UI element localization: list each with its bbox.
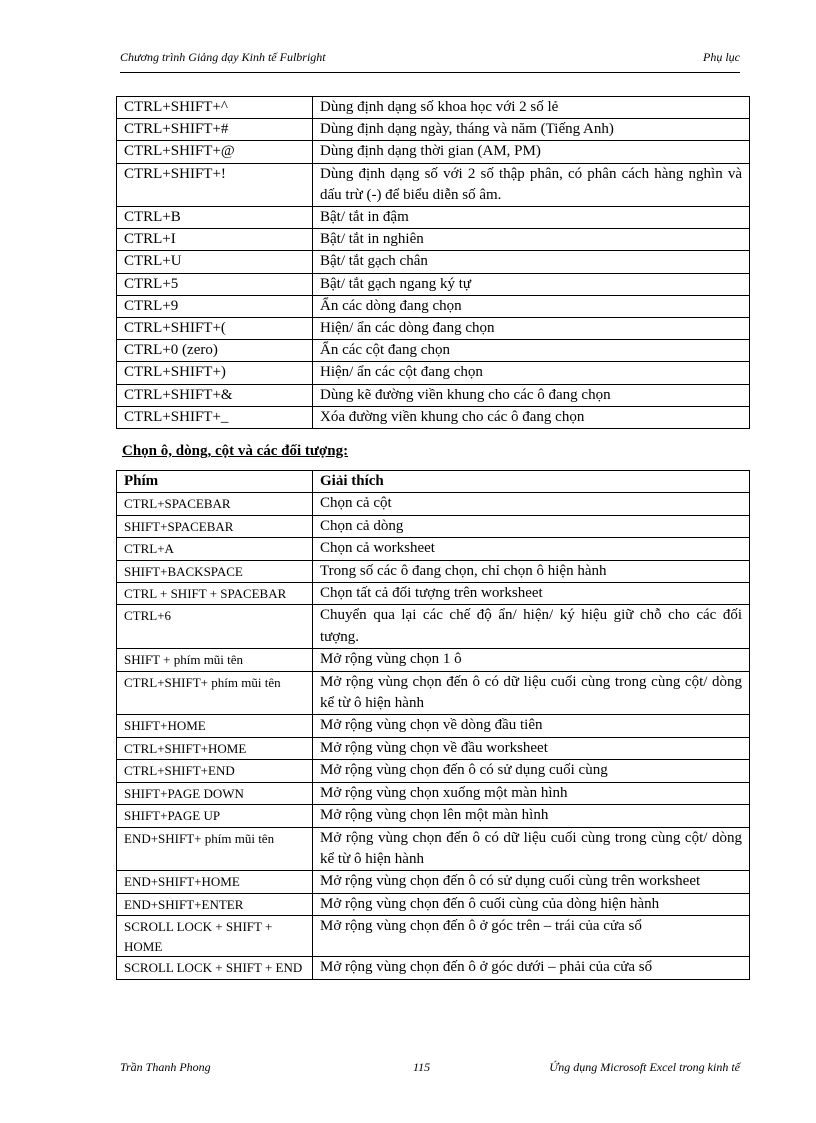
shortcut-key: SHIFT + phím mũi tên [117,649,313,671]
shortcut-key: CTRL+6 [117,605,313,649]
shortcut-description: Chuyển qua lại các chế độ ẩn/ hiện/ ký hiệu giữ chỗ cho các đối tượng. [313,605,750,649]
shortcut-description: Dùng kẽ đường viền khung cho các ô đang chọn [313,384,750,406]
table-row [117,273,750,295]
column-header-key: Phím [117,471,313,493]
shortcut-description: Bật/ tắt gạch ngang ký tự [313,273,750,295]
shortcut-description: Hiện/ ẩn các cột đang chọn [313,362,750,384]
table-header-row [117,471,750,493]
section-title: Chọn ô, dòng, cột và các đối tượng: [122,443,349,459]
shortcut-key: SHIFT+BACKSPACE [117,560,313,582]
shortcut-description: Mở rộng vùng chọn đến ô có sử dụng cuối cùng [313,760,750,782]
shortcut-key: CTRL+SHIFT+( [117,318,313,340]
table-row [117,583,750,605]
shortcut-description: Ẩn các dòng đang chọn [313,295,750,317]
shortcut-description: Trong số các ô đang chọn, chỉ chọn ô hiện hành [313,560,750,582]
shortcut-description: Dùng định dạng số với 2 số thập phân, có phân cách hàng nghìn và dấu trừ (-) để biểu diễn số âm. [313,163,750,206]
shortcut-description: Ẩn các cột đang chọn [313,340,750,362]
shortcut-description: Bật/ tắt in nghiên [313,229,750,251]
shortcut-key: SHIFT+PAGE UP [117,805,313,827]
table-row [117,163,750,206]
shortcut-description: Chọn cả dòng [313,515,750,537]
table-row [117,671,750,715]
table-row [117,119,750,141]
shortcut-key: CTRL+SHIFT+) [117,362,313,384]
shortcut-key: CTRL+SHIFT+@ [117,141,313,163]
shortcut-description: Dùng định dạng số khoa học với 2 số lẻ [313,97,750,119]
shortcut-key: CTRL+I [117,229,313,251]
table-row [117,362,750,384]
shortcut-key: END+SHIFT+HOME [117,871,313,893]
column-header-desc: Giải thích [313,471,750,493]
shortcut-key: CTRL+SHIFT+ phím mũi tên [117,671,313,715]
table-row [117,340,750,362]
shortcut-key: CTRL+B [117,207,313,229]
shortcut-description: Hiện/ ẩn các dòng đang chọn [313,318,750,340]
shortcut-key: SCROLL LOCK + SHIFT + END [117,957,313,979]
shortcut-key: END+SHIFT+ phím mũi tên [117,827,313,871]
shortcut-description: Mở rộng vùng chọn về dòng đầu tiên [313,715,750,737]
shortcut-key: CTRL+SHIFT+_ [117,406,313,428]
header-left: Chương trình Giảng dạy Kinh tế Fulbright [120,50,326,64]
shortcut-key: CTRL+SHIFT+END [117,760,313,782]
shortcut-description: Mở rộng vùng chọn về đầu worksheet [313,737,750,759]
shortcut-description: Mở rộng vùng chọn đến ô ở góc dưới – phải của cửa sổ [313,957,750,979]
shortcut-key: CTRL+A [117,538,313,560]
table-row [117,737,750,759]
shortcut-description: Bật/ tắt in đậm [313,207,750,229]
shortcut-description: Chọn cả worksheet [313,538,750,560]
table-row [117,605,750,649]
table-row [117,805,750,827]
shortcut-key: CTRL+SHIFT+! [117,163,313,206]
shortcut-key: CTRL+9 [117,295,313,317]
shortcut-description: Dùng định dạng ngày, tháng và năm (Tiếng Anh) [313,119,750,141]
shortcut-key: SHIFT+SPACEBAR [117,515,313,537]
table-row [117,515,750,537]
shortcut-description: Mở rộng vùng chọn đến ô có dữ liệu cuối cùng trong cùng cột/ dòng kể từ ô hiện hành [313,827,750,871]
table-row [117,715,750,737]
page-header [120,50,740,68]
shortcut-description: Chọn cả cột [313,493,750,515]
table-row [117,229,750,251]
shortcut-description: Mở rộng vùng chọn đến ô có sử dụng cuối cùng trên worksheet [313,871,750,893]
shortcut-description: Chọn tất cả đối tượng trên worksheet [313,583,750,605]
shortcut-key: CTRL+SPACEBAR [117,493,313,515]
shortcut-key: CTRL+SHIFT+HOME [117,737,313,759]
footer-author: Trần Thanh Phong [120,1060,211,1074]
shortcut-description: Mở rộng vùng chọn 1 ô [313,649,750,671]
shortcut-key: CTRL+SHIFT+& [117,384,313,406]
table-row [117,207,750,229]
table-row [117,97,750,119]
shortcut-key: CTRL+5 [117,273,313,295]
table-row [117,827,750,871]
page-number: 115 [413,1060,431,1074]
shortcut-key: CTRL+SHIFT+# [117,119,313,141]
shortcut-description: Mở rộng vùng chọn lên một màn hình [313,805,750,827]
table-row [117,916,750,957]
shortcut-description: Dùng định dạng thời gian (AM, PM) [313,141,750,163]
shortcut-key: CTRL+U [117,251,313,273]
table-row [117,871,750,893]
shortcut-table-selection [116,470,750,980]
header-rule [120,72,740,73]
shortcut-key: CTRL + SHIFT + SPACEBAR [117,583,313,605]
shortcut-description: Xóa đường viền khung cho các ô đang chọn [313,406,750,428]
table-row [117,649,750,671]
table-row [117,141,750,163]
table-row [117,560,750,582]
shortcut-table-formatting [116,96,750,429]
table-row [117,384,750,406]
shortcut-key: END+SHIFT+ENTER [117,893,313,915]
page-footer [120,1060,740,1078]
table-row [117,782,750,804]
shortcut-description: Mở rộng vùng chọn đến ô có dữ liệu cuối cùng trong cùng cột/ dòng kể từ ô hiện hành [313,671,750,715]
table-row [117,295,750,317]
shortcut-key: SCROLL LOCK + SHIFT + HOME [117,916,313,957]
shortcut-key: CTRL+SHIFT+^ [117,97,313,119]
shortcut-description: Mở rộng vùng chọn đến ô ở góc trên – trái của cửa sổ [313,916,750,957]
header-right: Phụ lục [703,50,740,64]
table-row [117,538,750,560]
shortcut-description: Bật/ tắt gạch chân [313,251,750,273]
shortcut-key: CTRL+0 (zero) [117,340,313,362]
shortcut-key: SHIFT+HOME [117,715,313,737]
table-row [117,957,750,979]
shortcut-description: Mở rộng vùng chọn đến ô cuối cùng của dòng hiện hành [313,893,750,915]
table-row [117,893,750,915]
table-row [117,493,750,515]
shortcut-key: SHIFT+PAGE DOWN [117,782,313,804]
table-row [117,406,750,428]
footer-title: Ứng dụng Microsoft Excel trong kinh tế [549,1060,740,1074]
table-row [117,318,750,340]
table-row [117,760,750,782]
table-row [117,251,750,273]
shortcut-description: Mở rộng vùng chọn xuống một màn hình [313,782,750,804]
